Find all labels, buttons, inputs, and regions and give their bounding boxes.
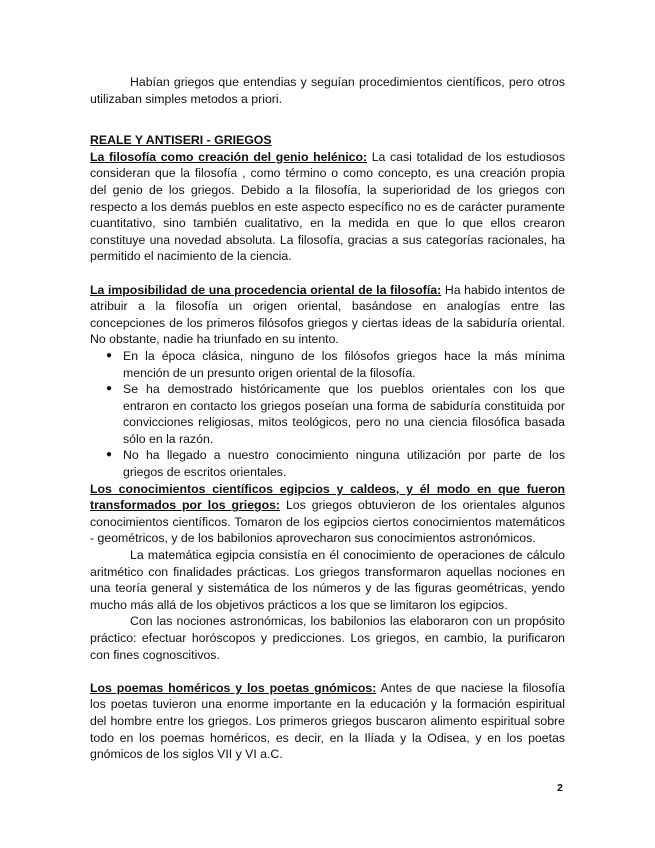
list-item: ● Se ha demostrado históricamente que los pueblos orientales con los que entraron en contacto los griegos poseían una forma de sabiduría constituida por convicciones religiosas, mitos teológicos, pero no una ciencia filosófica basada sólo en la razón. (106, 382, 565, 446)
text-poemas: Antes de que naciese la filosofía los poetas tuvieron una enorme importante en la educación y la formación espiritual del hombre entre los griegos. Los primeros griegos buscaron alimento espiritual sobre todo en los poemas homéricos, es decir, en la Ilíada y la Odisea, y en los poetas gnómicos de los siglos VII y VI a.C. (90, 680, 566, 762)
document-body (90, 74, 565, 763)
list-item: ● En la época clásica, ninguno de los filósofos griegos hace la más mínima mención de un presunto origen oriental de la filosofía. (106, 348, 565, 380)
text-egipcios: Los griegos obtuvieron de los orientales algunos conocimientos científicos. Tomaron de los egipcios ciertos conocimientos matemáticos - geométricos, y de los babilonios aprovecharon sus conocimientos astronómicos. (90, 498, 565, 546)
subheading-genio: La filosofía como creación del genio helénico: (90, 149, 368, 164)
bullet-icon: ● (106, 349, 113, 361)
paragraph-poemas (90, 680, 565, 763)
paragraph-astronomia: Con las nociones astronómicas, los babilonios las elaboraron con un propósito práctico: efectuar horóscopos y predicciones. Los griegos, en cambio, la purificaron con fines cognoscitivos. (90, 614, 565, 662)
bullet-icon: ● (106, 449, 113, 461)
bullet-list (90, 348, 565, 481)
text-oriental: Ha habido intentos de atribuir a la filosofía un origen oriental, basándose en analogías entre las concepciones de los primeros filósofos griegos y ciertas ideas de la sabiduría oriental. No obstante, nadie ha triunfado en su intento. (90, 282, 566, 347)
intro-paragraph: Habían griegos que entendias y seguían procedimientos científicos, pero otros utilizaban simples metodos a priori. (90, 75, 565, 106)
page-number: 2 (557, 782, 563, 794)
paragraph-matematica: La matemática egipcia consistía en él conocimiento de operaciones de cálculo aritmético con finalidades prácticas. Los griegos transformaron aquellas nociones en una teoría general y sistemática de los números y de las figuras geométricas, yendo mucho más allá de los objetivos prácticos a los que se limitaron los egipcios. (90, 548, 565, 612)
text-genio: La casi totalidad de los estudiosos consideran que la filosofía , como término o como concepto, es una creación propia del genio de los griegos. Debido a la filosofía, la superioridad de los griegos con respecto a los demás pueblos en este aspecto específico no es de carácter puramente cuantitativo, sino también cualitativo, en la medida en que lo que ellos crearon constituye una novedad absoluta. La filosofía, gracias a sus categorías racionales, ha permitido el nacimiento de la ciencia. (90, 149, 565, 264)
section-title: REALE Y ANTISERI - GRIEGOS (90, 133, 272, 148)
list-item: ● No ha llegado a nuestro conocimiento ninguna utilización por parte de los griegos de escritos orientales. (106, 448, 565, 480)
subheading-egipcios: Los conocimientos científicos egipcios y caldeos, y él modo en que fueron transformados por los griegos: (90, 481, 565, 513)
subheading-oriental: La imposibilidad de una procedencia oriental de la filosofía: (90, 282, 442, 297)
paragraph-egipcios (90, 481, 565, 547)
paragraph-genio (90, 149, 565, 265)
bullet-icon: ● (106, 383, 113, 395)
subheading-poemas: Los poemas homéricos y los poetas gnómicos: (90, 680, 377, 695)
paragraph-oriental (90, 282, 565, 348)
